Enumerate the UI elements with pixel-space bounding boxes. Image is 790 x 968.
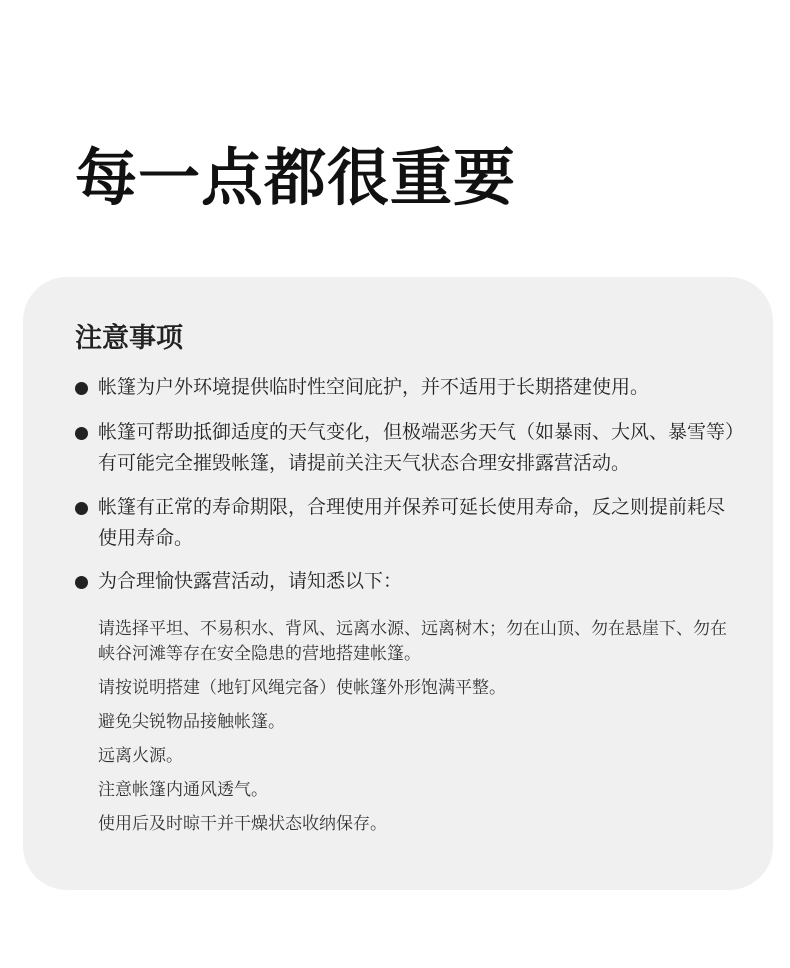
notice-heading: 注意事项	[75, 323, 183, 354]
bullet-text: 为合理愉快露营活动，请知悉以下：	[98, 570, 403, 592]
bullet-text: 帐篷为户外环境提供临时性空间庇护，并不适用于长期搭建使用。	[98, 376, 650, 398]
tip-item: 请按说明搭建（地钉风绳完备）使帐篷外形饱满平整。	[98, 678, 506, 698]
tip-item: 注意帐篷内通风透气。	[98, 780, 268, 800]
page-title: 每一点都很重要	[75, 141, 517, 214]
bullet-dot-icon	[75, 576, 88, 589]
tip-item: 远离火源。	[98, 746, 183, 766]
bullet-dot-icon	[75, 502, 88, 515]
bullet-dot-icon	[75, 427, 88, 440]
notice-card	[23, 277, 773, 890]
tip-item: 请选择平坦、不易积水、背风、远离水源、远离树木；勿在山顶、勿在悬崖下、勿在峡谷河滩等存在安全隐患的营地搭建帐篷。	[98, 619, 727, 664]
bullet-text: 帐篷有正常的寿命期限，合理使用并保养可延长使用寿命，反之则提前耗尽使用寿命。	[98, 496, 726, 549]
camping-tips-list	[98, 617, 738, 846]
tip-item: 避免尖锐物品接触帐篷。	[98, 712, 285, 732]
bullet-text: 帐篷可帮助抵御适度的天气变化，但极端恶劣天气（如暴雨、大风、暴雪等）有可能完全摧毁帐篷，请提前关注天气状态合理安排露营活动。	[98, 421, 735, 474]
tip-item: 使用后及时晾干并干燥状态收纳保存。	[98, 814, 387, 834]
bullet-dot-icon	[75, 382, 88, 395]
